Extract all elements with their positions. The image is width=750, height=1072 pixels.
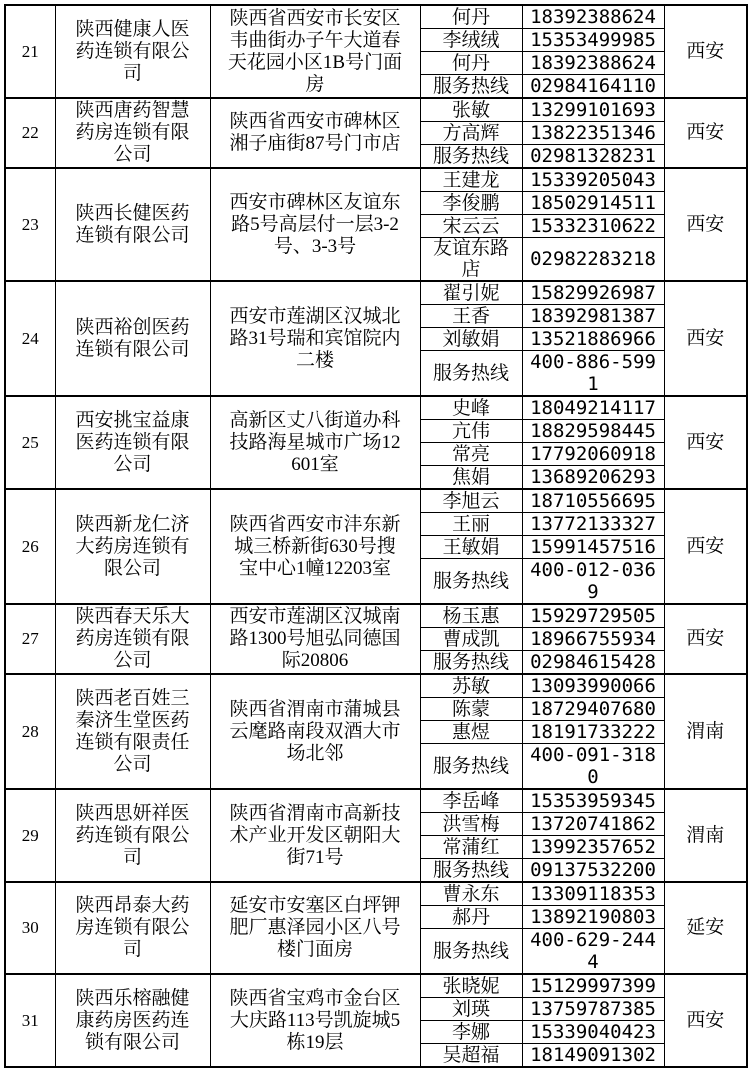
company-row xyxy=(5,396,747,420)
company-city-cell: 渭南 xyxy=(664,789,747,882)
contact-phone-cell: 02982283218 xyxy=(522,238,664,282)
contact-name-cell: 李岳峰 xyxy=(420,789,522,813)
row-number-cell: 31 xyxy=(5,974,55,1067)
contact-name-cell: 郝丹 xyxy=(420,906,522,929)
company-city-cell: 渭南 xyxy=(664,674,747,789)
contact-name-cell: 服务热线 xyxy=(420,351,522,397)
contact-phone-cell: 15829926987 xyxy=(522,281,664,305)
company-row xyxy=(5,674,747,698)
contact-phone-cell: 13772133327 xyxy=(522,513,664,536)
contact-name-cell: 杨玉惠 xyxy=(420,604,522,628)
row-number-cell: 21 xyxy=(5,5,55,98)
company-name-cell: 陕西春天乐大药房连锁有限公司 xyxy=(55,604,210,674)
company-city-cell: 西安 xyxy=(664,974,747,1067)
contact-phone-cell: 18149091302 xyxy=(522,1044,664,1068)
contact-phone-cell: 400-012-0369 xyxy=(522,559,664,605)
company-name-cell: 陕西唐药智慧药房连锁有限公司 xyxy=(55,98,210,168)
company-address-cell: 陕西省西安市长安区韦曲街办子午大道春天花园小区1B号门面房 xyxy=(210,5,420,98)
company-city-cell: 西安 xyxy=(664,604,747,674)
contact-name-cell: 曹永东 xyxy=(420,882,522,906)
company-row xyxy=(5,168,747,192)
contact-name-cell: 方高辉 xyxy=(420,122,522,145)
contact-phone-cell: 09137532200 xyxy=(522,859,664,883)
company-row xyxy=(5,882,747,906)
company-address-cell: 陕西省渭南市高新技术产业开发区朝阳大街71号 xyxy=(210,789,420,882)
company-contact-table xyxy=(4,4,748,1068)
contact-name-cell: 王丽 xyxy=(420,513,522,536)
company-row xyxy=(5,604,747,628)
contact-name-cell: 服务热线 xyxy=(420,75,522,99)
row-number-cell: 24 xyxy=(5,281,55,396)
company-city-cell: 西安 xyxy=(664,396,747,489)
row-number-cell: 25 xyxy=(5,396,55,489)
contact-phone-cell: 15332310622 xyxy=(522,215,664,238)
company-row xyxy=(5,5,747,29)
contact-phone-cell: 15353959345 xyxy=(522,789,664,813)
company-address-cell: 陕西省宝鸡市金台区大庆路113号凯旋城5栋19层 xyxy=(210,974,420,1067)
company-table-body xyxy=(5,5,747,1067)
contact-phone-cell: 18049214117 xyxy=(522,396,664,420)
contact-name-cell: 惠煜 xyxy=(420,721,522,744)
company-address-cell: 西安市莲湖区汉城南路1300号旭弘同德国际20806 xyxy=(210,604,420,674)
company-row xyxy=(5,489,747,513)
contact-name-cell: 服务热线 xyxy=(420,145,522,169)
contact-name-cell: 服务热线 xyxy=(420,744,522,790)
contact-name-cell: 何丹 xyxy=(420,5,522,29)
contact-name-cell: 陈蒙 xyxy=(420,698,522,721)
contact-phone-cell: 18729407680 xyxy=(522,698,664,721)
contact-name-cell: 常蒲红 xyxy=(420,836,522,859)
contact-phone-cell: 400-091-3180 xyxy=(522,744,664,790)
contact-name-cell: 服务热线 xyxy=(420,859,522,883)
contact-phone-cell: 15339205043 xyxy=(522,168,664,192)
contact-phone-cell: 17792060918 xyxy=(522,443,664,466)
company-city-cell: 西安 xyxy=(664,168,747,281)
company-city-cell: 西安 xyxy=(664,489,747,604)
company-name-cell: 陕西健康人医药连锁有限公司 xyxy=(55,5,210,98)
contact-phone-cell: 18392388624 xyxy=(522,5,664,29)
row-number-cell: 27 xyxy=(5,604,55,674)
contact-name-cell: 刘敏娟 xyxy=(420,328,522,351)
contact-phone-cell: 18966755934 xyxy=(522,628,664,651)
contact-name-cell: 吴超福 xyxy=(420,1044,522,1068)
company-row xyxy=(5,974,747,998)
contact-name-cell: 翟引妮 xyxy=(420,281,522,305)
company-city-cell: 西安 xyxy=(664,281,747,396)
contact-phone-cell: 18710556695 xyxy=(522,489,664,513)
contact-phone-cell: 13689206293 xyxy=(522,466,664,490)
contact-name-cell: 宋云云 xyxy=(420,215,522,238)
company-address-cell: 西安市莲湖区汉城北路31号瑞和宾馆院内二楼 xyxy=(210,281,420,396)
row-number-cell: 23 xyxy=(5,168,55,281)
contact-phone-cell: 15353499985 xyxy=(522,29,664,52)
contact-phone-cell: 15129997399 xyxy=(522,974,664,998)
contact-name-cell: 服务热线 xyxy=(420,929,522,975)
contact-phone-cell: 13822351346 xyxy=(522,122,664,145)
contact-name-cell: 李俊鹏 xyxy=(420,192,522,215)
contact-name-cell: 何丹 xyxy=(420,52,522,75)
contact-phone-cell: 18392981387 xyxy=(522,305,664,328)
contact-phone-cell: 02984615428 xyxy=(522,651,664,675)
row-number-cell: 28 xyxy=(5,674,55,789)
contact-name-cell: 服务热线 xyxy=(420,559,522,605)
company-city-cell: 西安 xyxy=(664,5,747,98)
contact-name-cell: 李绒绒 xyxy=(420,29,522,52)
contact-name-cell: 刘瑛 xyxy=(420,998,522,1021)
company-city-cell: 延安 xyxy=(664,882,747,974)
contact-name-cell: 曹成凯 xyxy=(420,628,522,651)
contact-name-cell: 常亮 xyxy=(420,443,522,466)
contact-phone-cell: 400-886-5991 xyxy=(522,351,664,397)
contact-name-cell: 洪雪梅 xyxy=(420,813,522,836)
contact-phone-cell: 18392388624 xyxy=(522,52,664,75)
contact-name-cell: 张晓妮 xyxy=(420,974,522,998)
contact-phone-cell: 13892190803 xyxy=(522,906,664,929)
contact-phone-cell: 18191733222 xyxy=(522,721,664,744)
contact-phone-cell: 18829598445 xyxy=(522,420,664,443)
company-row xyxy=(5,98,747,122)
contact-name-cell: 张敏 xyxy=(420,98,522,122)
contact-name-cell: 苏敏 xyxy=(420,674,522,698)
company-name-cell: 陕西老百姓三秦济生堂医药连锁有限责任公司 xyxy=(55,674,210,789)
company-address-cell: 延安市安塞区白坪钾肥厂惠泽园小区八号楼门面房 xyxy=(210,882,420,974)
company-name-cell: 陕西乐榕融健康药房医药连锁有限公司 xyxy=(55,974,210,1067)
contact-phone-cell: 15929729505 xyxy=(522,604,664,628)
row-number-cell: 26 xyxy=(5,489,55,604)
contact-name-cell: 李娜 xyxy=(420,1021,522,1044)
contact-phone-cell: 13720741862 xyxy=(522,813,664,836)
contact-phone-cell: 13309118353 xyxy=(522,882,664,906)
contact-phone-cell: 13093990066 xyxy=(522,674,664,698)
contact-phone-cell: 13299101693 xyxy=(522,98,664,122)
contact-name-cell: 焦娟 xyxy=(420,466,522,490)
contact-phone-cell: 13759787385 xyxy=(522,998,664,1021)
contact-name-cell: 王敏娟 xyxy=(420,536,522,559)
row-number-cell: 22 xyxy=(5,98,55,168)
contact-name-cell: 史峰 xyxy=(420,396,522,420)
company-row xyxy=(5,789,747,813)
contact-name-cell: 服务热线 xyxy=(420,651,522,675)
contact-phone-cell: 15991457516 xyxy=(522,536,664,559)
company-address-cell: 陕西省西安市沣东新城三桥新街630号搜宝中心1幢12203室 xyxy=(210,489,420,604)
contact-phone-cell: 13992357652 xyxy=(522,836,664,859)
company-name-cell: 陕西长健医药连锁有限公司 xyxy=(55,168,210,281)
company-name-cell: 西安挑宝益康医药连锁有限公司 xyxy=(55,396,210,489)
contact-name-cell: 王建龙 xyxy=(420,168,522,192)
contact-name-cell: 友谊东路店 xyxy=(420,238,522,282)
contact-phone-cell: 13521886966 xyxy=(522,328,664,351)
contact-phone-cell: 02984164110 xyxy=(522,75,664,99)
contact-phone-cell: 18502914511 xyxy=(522,192,664,215)
contact-name-cell: 李旭云 xyxy=(420,489,522,513)
contact-name-cell: 亢伟 xyxy=(420,420,522,443)
contact-phone-cell: 02981328231 xyxy=(522,145,664,169)
company-city-cell: 西安 xyxy=(664,98,747,168)
company-name-cell: 陕西新龙仁济大药房连锁有限公司 xyxy=(55,489,210,604)
company-row xyxy=(5,281,747,305)
company-address-cell: 陕西省渭南市蒲城县云麾路南段双酒大市场北邻 xyxy=(210,674,420,789)
contact-phone-cell: 15339040423 xyxy=(522,1021,664,1044)
company-address-cell: 陕西省西安市碑林区湘子庙街87号门市店 xyxy=(210,98,420,168)
contact-name-cell: 王香 xyxy=(420,305,522,328)
contact-phone-cell: 400-629-2444 xyxy=(522,929,664,975)
company-address-cell: 高新区丈八街道办科技路海星城市广场12601室 xyxy=(210,396,420,489)
row-number-cell: 30 xyxy=(5,882,55,974)
company-name-cell: 陕西思妍祥医药连锁有限公司 xyxy=(55,789,210,882)
company-address-cell: 西安市碑林区友谊东路5号高层付一层3-2号、3-3号 xyxy=(210,168,420,281)
company-name-cell: 陕西昂泰大药房连锁有限公司 xyxy=(55,882,210,974)
row-number-cell: 29 xyxy=(5,789,55,882)
company-name-cell: 陕西裕创医药连锁有限公司 xyxy=(55,281,210,396)
